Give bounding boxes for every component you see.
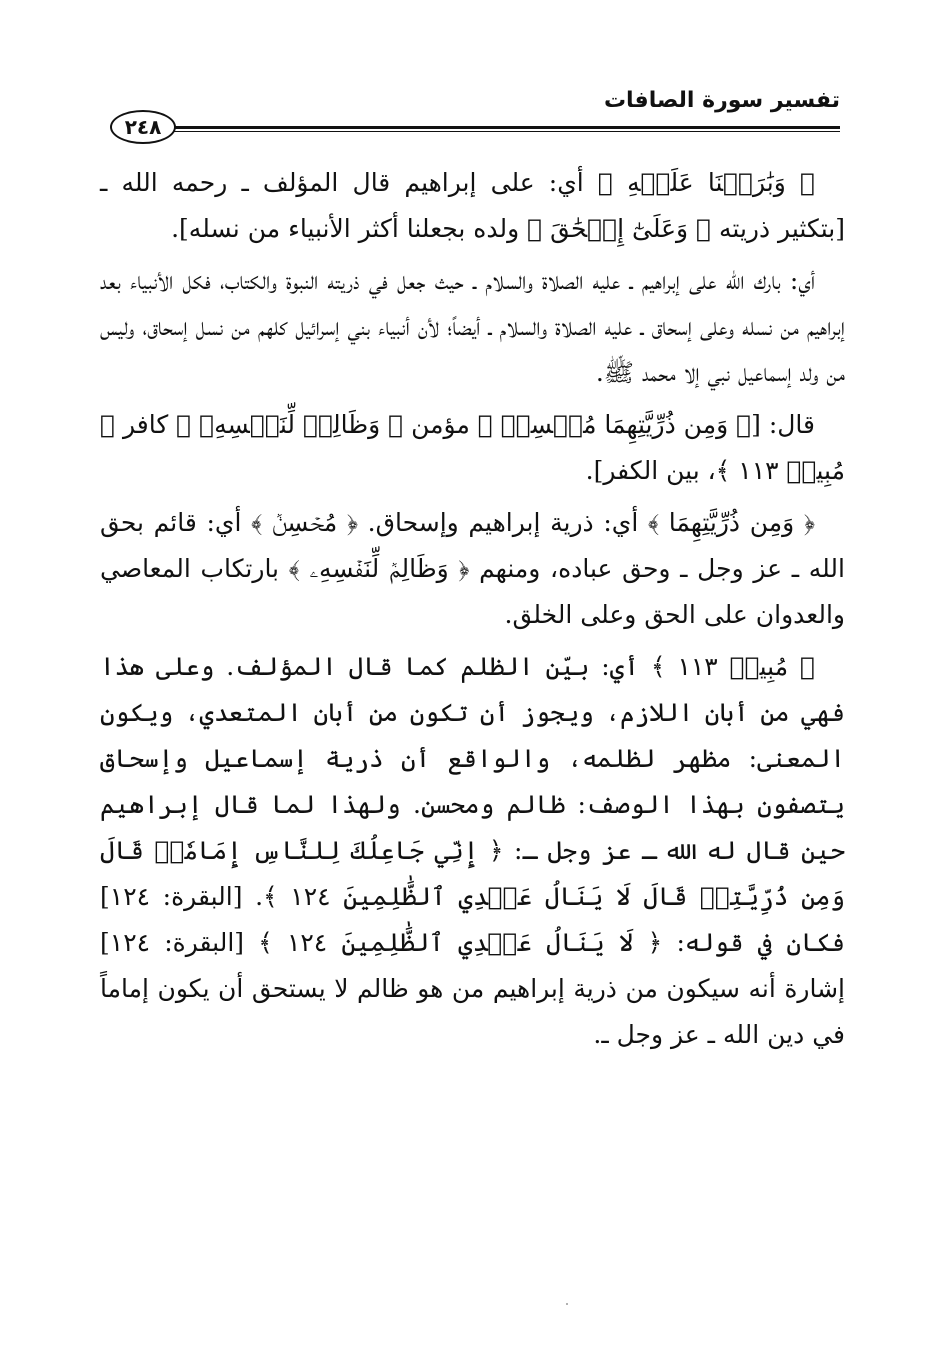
paragraph: ﴿ مُبِينٞ ١١٣ ﴾ أي: بيّن الظلم كما قال المؤلف. وعلى هذا فهي من أبان اللازم، ويجوز أن تكون من أبان المتعدي، ويكون المعنى: مظهر لظلمه، والواقع أن ذرية إسماعيل وإسحاق يتصفون بهذا الوصف: ظالم ومحسن. ولهذا لما قال إبراهيم حين قال له الله ـ عز وجل ـ: ﴿ إِنِّي جَاعِلُكَ لِلنَّاسِ إِمَامٗاۖ قَالَ وَمِن ذُرِّيَّتِيۖ قَالَ لَا يَنَالُ عَهۡدِي ٱلظَّٰلِمِينَ ١٢٤ ﴾. [البقرة: ١٢٤] فكان في قوله: ﴿ لَا يَنَالُ عَهۡدِي ٱلظَّٰلِمِينَ ١٢٤ ﴾ [البقرة: ١٢٤] إشارة أنه سيكون من ذرية إبراهيم من هو ظالم لا يستحق أن يكون إماماً في دين الله ـ عز وجل ـ. xyxy=(100,652,845,1049)
body-text xyxy=(100,160,845,1064)
paragraph: ﴿ وَبَٰرَكۡنَا عَلَيۡهِ ﴾ أي: على إبراهيم قال المؤلف ـ رحمه الله ـ [بتكثير ذريته ﴿ وَعَلَىٰٓ إِسۡحَٰقَ ﴾ ولده بجعلنا أكثر الأنبياء من نسله]. xyxy=(100,168,845,243)
header-rule xyxy=(165,126,840,132)
running-title: تفسير سورة الصافات xyxy=(603,88,840,113)
scan-dot xyxy=(566,1303,568,1305)
paragraph: قال: [﴿ وَمِن ذُرِّيَّتِهِمَا مُحۡسِنٞ ﴾ مؤمن ﴿ وَظَالِمٞ لِّنَفۡسِهِۦ ﴾ كافر ﴿ مُبِينٞ ١١٣ ﴾، بين الكفر]. xyxy=(100,410,845,485)
page-number-badge: ٢٤٨ xyxy=(110,110,176,144)
paragraph: أي: بارك الله على إبراهيم ـ عليه الصلاة والسلام ـ حيث جعل في ذريته النبوة والكتاب، فكل الأنبياء بعد إبراهيم من نسله وعلى إسحاق ـ عليه الصلاة والسلام ـ أيضاً؛ لأن أنبياء بني إسرائيل كلهم من نسل إسحاق، وليس من ولد إسماعيل نبي إلا محمد ﷺ. xyxy=(100,266,845,387)
paragraph: ﴿ وَمِن ذُرِّيَّتِهِمَا ﴾ أي: ذرية إبراهيم وإسحاق. ﴿ مُحۡسِنٞ ﴾ أي: قائم بحق الله ـ عز وجل ـ وحق عباده، ومنهم ﴿ وَظَالِمٞ لِّنَفۡسِهِۦ ﴾ بارتكاب المعاصي والعدوان على الحق وعلى الخلق. xyxy=(100,508,845,629)
page-header xyxy=(110,82,840,152)
